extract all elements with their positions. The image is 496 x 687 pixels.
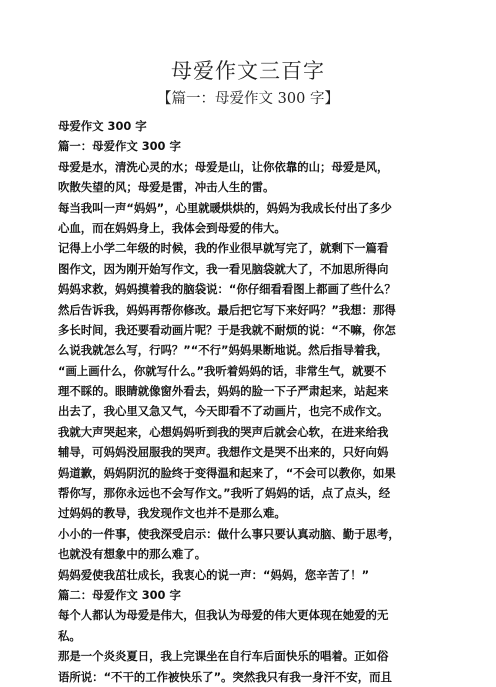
body-line: 帮你写，那你永远也不会写作文。”我听了妈妈的话，点了点头，经 <box>58 486 391 501</box>
body-line: 小小的一件事，使我深受启示：做什么事只要认真动脑、勤于思考， <box>58 526 400 541</box>
body-line: 篇二：母爱作文 300 字 <box>58 587 181 602</box>
body-line: 图作文，因为刚开始写作文，我一看见脑袋就大了，不加思所得向 <box>58 261 389 276</box>
body-line: 那是一个炎炎夏日，我上完课坐在自行车后面快乐的唱着。正如俗 <box>58 649 389 664</box>
body-line: “画上画什么，你就写什么。”我听着妈妈的话，非常生气，就要不 <box>58 363 387 378</box>
body-line: 私。 <box>58 628 81 643</box>
body-line: 每当我叫一声“妈妈”，心里就暖烘烘的，妈妈为我成长付出了多少 <box>58 200 392 215</box>
body-line: 心血，而在妈妈身上，我体会到母爱的伟大。 <box>58 220 286 235</box>
body-line: 多长时间，我还要看动画片呢？于是我就不耐烦的说：“不嘛，你怎 <box>58 322 396 337</box>
body-line: 辅导，可妈妈没屈服我的哭声。我想作文是哭不出来的，只好向妈 <box>58 445 389 460</box>
body-line: 出去了，我心里又急又气，今天即看不了动画片，也完不成作文。 <box>58 404 389 419</box>
body-line: 妈妈求救，妈妈摸着我的脑袋说：“你仔细看看图上都画了些什么？ <box>58 282 396 297</box>
body-line: 母爱是水，清洗心灵的水；母爱是山，让你依靠的山；母爱是风， <box>58 159 389 174</box>
body-line: 记得上小学二年级的时候，我的作业很早就写完了，就剩下一篇看 <box>58 241 389 256</box>
document-subtitle: 【篇一：母爱作文 300 字】 <box>157 91 339 107</box>
body-line: 篇一：母爱作文 300 字 <box>58 139 181 154</box>
body-line: 妈妈爱使我茁壮成长，我衷心的说一声：“妈妈，您辛苦了！” <box>58 567 370 582</box>
body-line: 语所说：“不干的工作被快乐了”。突然我只有我一身汗不安，而且 <box>58 669 392 684</box>
body-line: 我就大声哭起来，心想妈妈听到我的哭声后就会心软，在进来给我 <box>58 424 389 439</box>
body-line: 么说我就怎么写，行吗？”“不行”妈妈果断地说。然后指导着我， <box>58 343 389 358</box>
body-line: 也就没有想象中的那么难了。 <box>58 547 207 562</box>
document-title: 母爱作文三百字 <box>171 59 325 83</box>
body-line: 过妈妈的教导，我发现作文也并不是那么难。 <box>58 506 286 521</box>
body-line: 每个人都认为母爱是伟大，但我认为母爱的伟大更体现在她爱的无 <box>58 608 389 623</box>
body-line: 妈道歉，妈妈阴沉的脸终于变得温和起来了，“不会可以教你，如果 <box>58 465 396 480</box>
body-line: 吹散失望的风；母爱是雷，冲击人生的雷。 <box>58 180 275 195</box>
document-body <box>58 116 436 687</box>
body-line: 然后告诉我，妈妈再帮你修改。最后把它写下来好吗？”我想：那得 <box>58 302 396 317</box>
body-line: 母爱作文 300 字 <box>58 119 147 133</box>
body-line: 理不睬的。眼睛就像窗外看去，妈妈的脸一下子严肃起来，站起来 <box>58 384 389 399</box>
